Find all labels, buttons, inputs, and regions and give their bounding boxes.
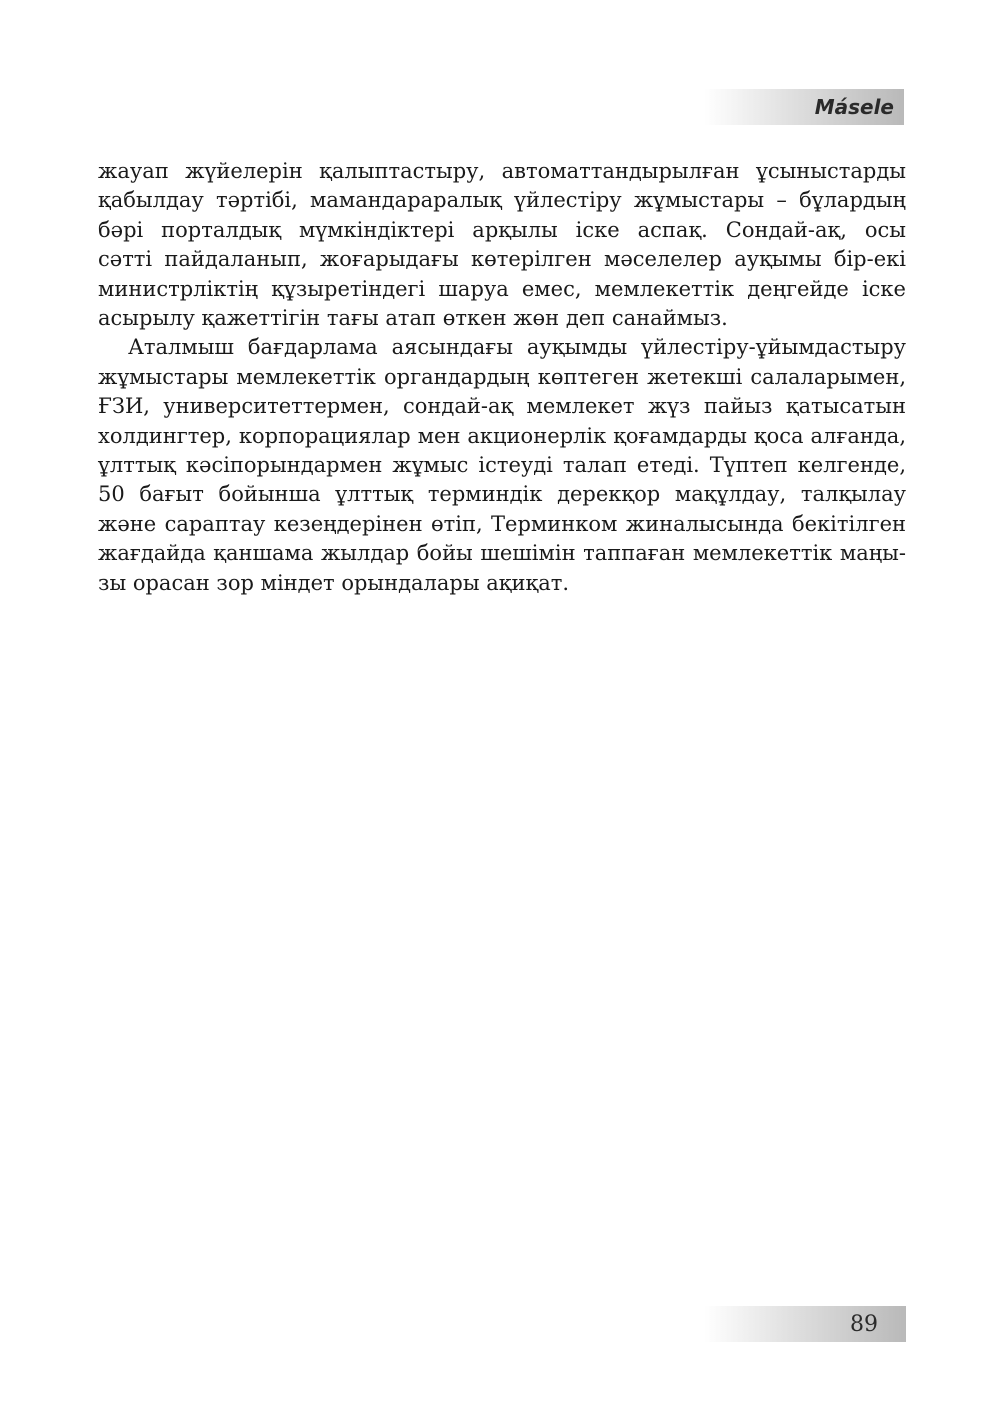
text-line: Аталмыш бағдарлама аясындағы ауқымды үйлестіру-ұйымдастыру [128,335,906,360]
text-line: ұлттық кәсіпорындармен жұмыс істеуді талап етеді. Түптеп келгенде, [98,453,906,478]
page-number: 89 [850,1311,878,1337]
text-line: министрліктің құзыретіндегі шаруа емес, мемлекеттік деңгейде іске [98,276,906,301]
paragraph [98,157,906,333]
section-label: Másele [814,95,894,119]
section-header-tab [704,89,904,125]
text-line: зы орасан зор міндет орындалары ақиқат. [98,570,570,595]
page-number-tab [704,1306,906,1342]
text-line: және сараптау кезеңдерінен өтіп, Терминком жиналысында бекітілген [98,511,906,536]
text-line: жұмыстары мемлекеттік органдардың көптеген жетекші салаларымен, [98,364,906,389]
text-line: 50 бағыт бойынша ұлттық терминдік дерекқор мақұлдау, талқылау [98,482,906,507]
paragraph [98,333,906,598]
text-line: жағдайда қаншама жылдар бойы шешімін таппаған мемлекеттік маңы- [98,541,906,566]
text-line: қабылдау тәртібі, мамандараралық үйлестіру жұмыстары – бұлардың [98,188,906,213]
text-line: асырылу қажеттігін тағы атап өткен жөн деп санаймыз. [98,306,728,331]
text-line: бәрі порталдық мүмкіндіктері арқылы іске аспақ. Сондай-ақ, осы [98,217,906,242]
text-line: холдингтер, корпорациялар мен акционерлік қоғамдарды қоса алғанда, [98,423,906,448]
text-line: жауап жүйелерін қалыптастыру, автоматтандырылған ұсыныстарды [98,159,906,183]
body-text [98,157,906,598]
text-line: ҒЗИ, университеттермен, сондай-ақ мемлекет жүз пайыз қатысатын [98,394,906,419]
text-line: сәтті пайдаланып, жоғарыдағы көтерілген мәселелер ауқымы бір-екі [98,247,906,272]
